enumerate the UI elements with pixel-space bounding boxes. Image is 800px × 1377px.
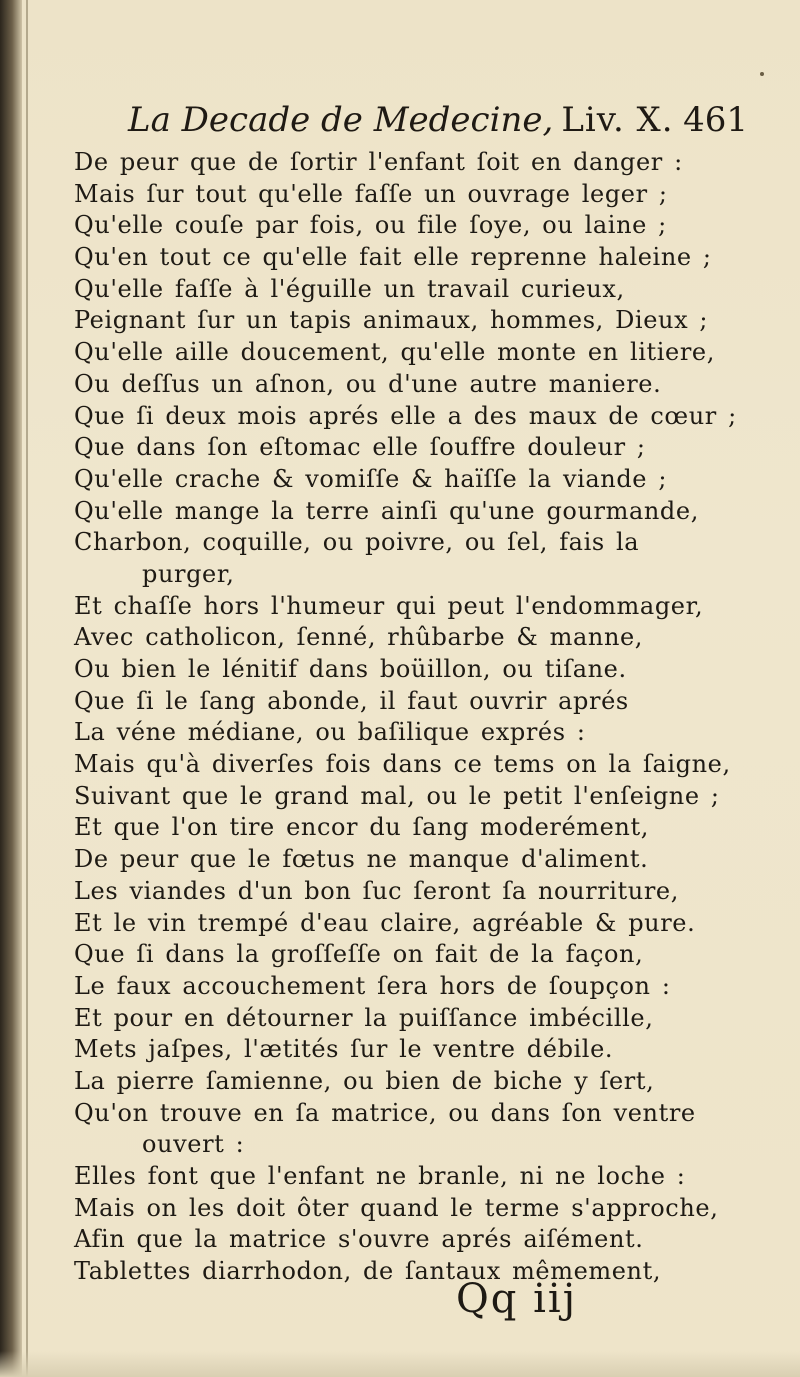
verse-line: Peignant ſur un tapis animaux, hommes, Dieux ; — [74, 306, 709, 335]
verse-line: Qu'elle mange la terre ainſi qu'une gourmande, — [74, 496, 699, 525]
verse-line: Qu'elle crache & vomiſſe & haïſſe la viande ; — [74, 464, 668, 493]
verse-line: Afin que la matrice s'ouvre aprés aiſément. — [74, 1225, 644, 1254]
verse-line: Avec catholicon, ſenné, rhûbarbe & manne, — [74, 623, 644, 652]
running-head-title: La Decade de Medecine, — [128, 100, 554, 140]
verse-line: Qu'en tout ce qu'elle fait elle reprenne haleine ; — [74, 243, 712, 272]
verse-line: Mais on les doit ôter quand le terme s'approche, — [74, 1193, 719, 1222]
verse-line: Que ſi le ſang abonde, il faut ouvrir aprés — [74, 686, 629, 715]
verse-line: Les viandes d'un bon ſuc ſeront ſa nourriture, — [74, 876, 679, 905]
verse-line: Qu'on trouve en ſa matrice, ou dans ſon ventre — [74, 1098, 696, 1127]
verse-line: Elles font que l'enfant ne branle, ni ne loche : — [74, 1162, 686, 1190]
verse-line: Qu'elle aille doucement, qu'elle monte en litiere, — [74, 338, 715, 367]
verse-line: Charbon, coquille, ou poivre, ou ſel, fais la — [74, 528, 640, 557]
verse-line: Et le vin trempé d'eau claire, agréable & pure. — [74, 908, 696, 937]
verse-line-continuation: ouvert : — [142, 1130, 245, 1159]
verse-line: Ou bien le lénitif dans boüillon, ou tiſane. — [74, 655, 627, 683]
verse-line-continuation: purger, — [142, 559, 235, 588]
verse-line: Qu'elle faſſe à l'éguille un travail curieux, — [74, 274, 625, 303]
verse-line: De peur que de ſortir l'enfant ſoit en danger : — [74, 148, 683, 176]
verse-line: Mais qu'à diverſes fois dans ce tems on la ſaigne, — [74, 750, 731, 779]
verse-line: Mets jaſpes, l'ætités ſur le ventre débile. — [74, 1035, 614, 1064]
verse-line: Et que l'on tire encor du ſang moderément, — [74, 813, 649, 842]
verse-line: Suivant que le grand mal, ou le petit l'enſeigne ; — [74, 781, 720, 810]
ink-speck — [760, 72, 764, 76]
verse-line: La véne médiane, ou baſilique exprés : — [74, 718, 586, 747]
verse-line: Que ſi deux mois aprés elle a des maux de cœur ; — [74, 401, 737, 430]
page-number: 461 — [683, 100, 748, 140]
running-head-book: Liv. X. — [561, 100, 674, 140]
verse-text — [74, 147, 750, 1288]
gutter-edge — [26, 0, 28, 1377]
verse-line: Mais ſur tout qu'elle faſſe un ouvrage leger ; — [74, 179, 668, 208]
page-bottom-shadow — [0, 1351, 800, 1377]
verse-line: Et pour en détourner la puiſſance imbécille, — [74, 1003, 654, 1032]
binding-gutter — [0, 0, 22, 1377]
verse-line: Que dans ſon eſtomac elle ſouffre douleur ; — [74, 433, 646, 462]
verse-line: Que ſi dans la groſſeſſe on fait de la façon, — [74, 940, 644, 969]
verse-line: Ou deſſus un aſnon, ou d'une autre maniere. — [74, 369, 662, 398]
verse-line: Et chaſſe hors l'humeur qui peut l'endommager, — [74, 591, 704, 620]
verse-line: La pierre ſamienne, ou bien de biche y ſert, — [74, 1066, 655, 1095]
verse-line: Tablettes diarrhodon, de ſantaux mêmement, — [74, 1257, 662, 1286]
verse-line: Le faux accouchement ſera hors de ſoupçon : — [74, 971, 671, 1000]
verse-line: De peur que le fœtus ne manque d'aliment. — [74, 845, 649, 874]
verse-line: Qu'elle couſe par fois, ou file ſoye, ou laine ; — [74, 211, 667, 240]
signature-mark: Qq iij — [456, 1276, 578, 1322]
running-head — [128, 100, 748, 140]
